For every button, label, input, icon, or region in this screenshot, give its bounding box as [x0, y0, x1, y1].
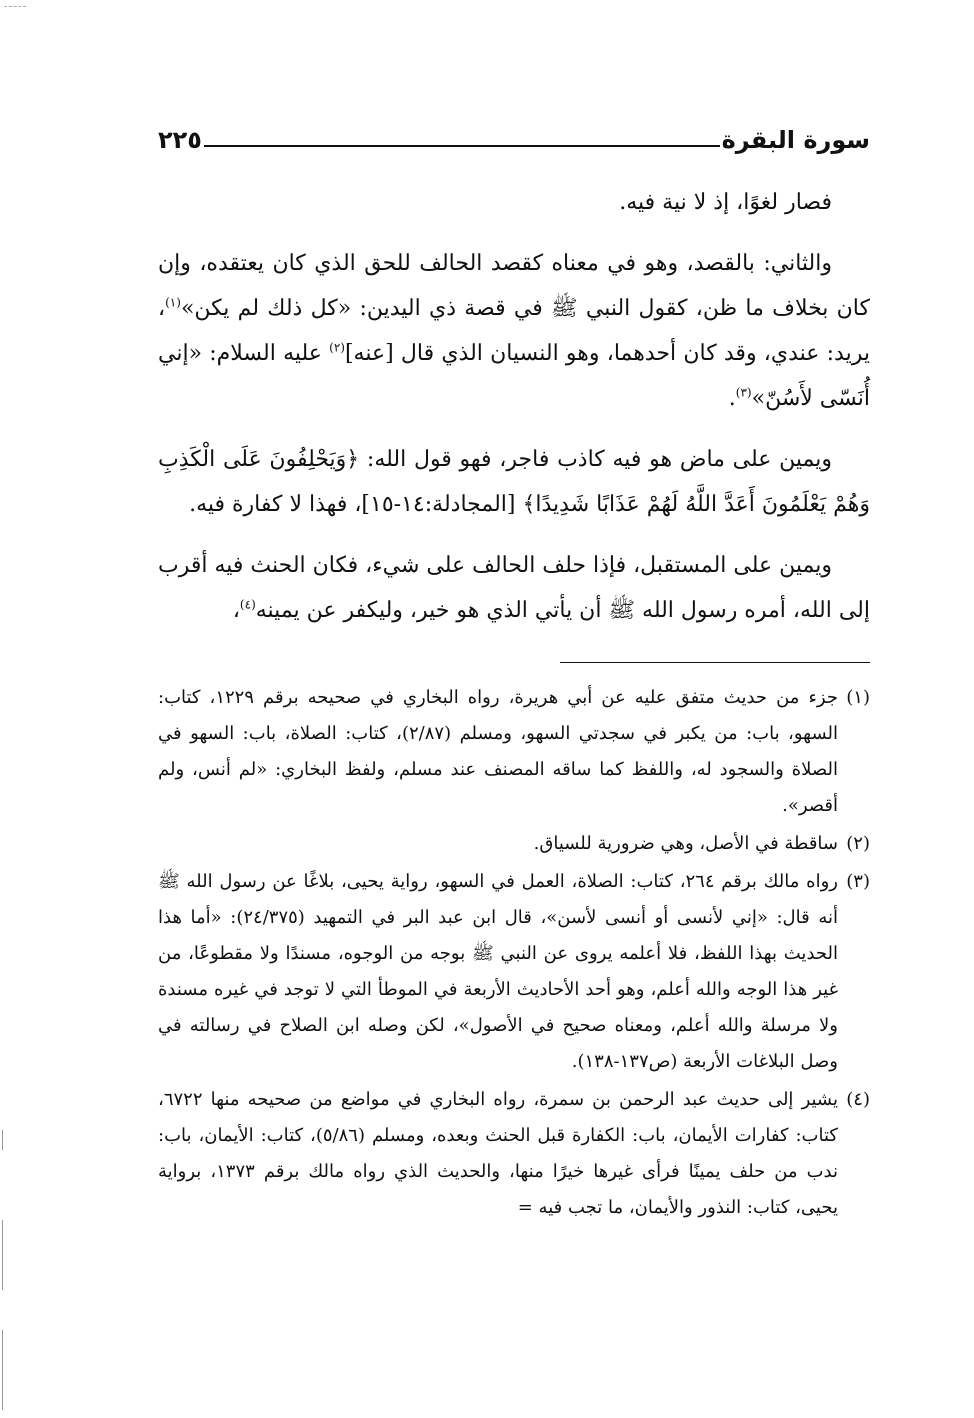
margin-tick [2, 1130, 3, 1150]
scan-margin-marks [2, 1130, 4, 1410]
footnote-text: جزء من حديث متفق عليه عن أبي هريرة، رواه البخاري في صحيحه برقم ١٢٢٩، كتاب: السهو، باب: من يكبر في سجدتي السهو، ومسلم (٢/٨٧)، كتاب: الصلاة، باب: السهو في الصلاة والسجود له، واللفظ كما ساقه المصنف عند مسلم، ولفظ البخاري: «لم أنس، ولم أقصر». [158, 687, 839, 816]
footnote-3 [158, 864, 870, 1080]
footnote-text: ساقطة في الأصل، وهي ضرورية للسياق. [533, 833, 838, 854]
footnote-ref-2[interactable]: (٢) [329, 340, 345, 355]
footnote-number: (١) [846, 687, 870, 708]
footnote-number: (٢) [846, 833, 870, 854]
page-number: ٢٢٥ [158, 126, 202, 154]
footnote-2 [158, 826, 870, 862]
footnote-text: يشير إلى حديث عبد الرحمن بن سمرة، رواه البخاري في مواضع من صحيحه منها ٦٧٢٢، كتاب: كفارات الأيمان، باب: الكفارة قبل الحنث وبعده، ومسلم (٥/٨٦)، كتاب: الأيمان، باب: ندب من حلف يمينًا فرأى غيرها خيرًا منها، والحديث الذي رواه مالك برقم ١٣٧٣، برواية يحيى، كتاب: النذور والأيمان، ما تجب فيه = [158, 1089, 838, 1218]
paragraph-text: [المجادلة:١٤-١٥]، فهذا لا كفارة فيه. [189, 492, 523, 517]
paragraph-2 [158, 241, 870, 421]
running-header [158, 118, 870, 162]
footnotes [158, 680, 870, 1228]
footnote-1 [158, 680, 870, 824]
paragraph-text: عليه السلام: «إني أُنَسّى لأَسُنّ» [158, 341, 870, 411]
footnote-text: رواه مالك برقم ٢٦٤، كتاب: الصلاة، العمل في السهو، رواية يحيى، بلاغًا عن رسول الله ﷺ أنه قال: «إني لأنسى أو أنسى لأسن»، قال ابن عبد البر في التمهيد (٢٤/٣٧٥): «أما هذا الحديث بهذا اللفظ، فلا أعلمه يروى عن النبي ﷺ بوجه من الوجوه، مسندًا ولا مقطوعًا، من غير هذا الوجه والله أعلم، وهو أحد الأحاديث الأربعة في الموطأ التي لا توجد في غيره مسندة ولا مرسلة والله أعلم، ومعناه صحيح في الأصول»، لكن وصله ابن الصلاح في رسالته في وصل البلاغات الأربعة (ص١٣٧-١٣٨). [158, 871, 838, 1072]
footnote-4 [158, 1082, 870, 1226]
footnote-ref-3[interactable]: (٣) [735, 385, 752, 400]
scan-corner-mark [4, 6, 26, 7]
main-text [158, 180, 870, 649]
paragraph-text: ، يريد: عندي، وقد كان أحدهما، وهو النسيان الذي قال [عنه] [158, 296, 870, 366]
footnote-ref-1[interactable]: (١) [165, 295, 181, 310]
margin-tick [2, 1220, 3, 1290]
paragraph-text: فصار لغوًا، إذ لا نية فيه. [619, 190, 832, 215]
footnote-ref-4[interactable]: (٤) [239, 597, 256, 612]
header-rule [204, 145, 720, 147]
surah-title: سورة البقرة [721, 126, 870, 154]
footnote-number: (٣) [846, 871, 870, 892]
paragraph-text: ، [232, 598, 240, 623]
footnote-number: (٤) [846, 1089, 870, 1110]
margin-tick [2, 1330, 3, 1410]
paragraph-text: والثاني: بالقصد، وهو في معناه كقصد الحالف للحق الذي كان يعتقده، وإن كان بخلاف ما ظن، كقول النبي ﷺ في قصة ذي اليدين: «كل ذلك لم يكن» [158, 251, 870, 321]
paragraph-3 [158, 437, 870, 527]
paragraph-text: . [728, 386, 736, 411]
paragraph-4 [158, 543, 870, 633]
paragraph-1 [158, 180, 870, 225]
paragraph-text: ويمين على المستقبل، فإذا حلف الحالف على شيء، فكان الحنث فيه أقرب إلى الله، أمره رسول الله ﷺ أن يأتي الذي هو خير، وليكفر عن يمينه [157, 553, 870, 623]
paragraph-text: ويمين على ماض هو فيه كاذب فاجر، فهو قول الله: [359, 447, 832, 472]
footnote-separator [560, 662, 870, 663]
quran-verse: ﴿وَيَحْلِفُونَ عَلَى الْكَذِبِ وَهُمْ يَعْلَمُونَ أَعَدَّ اللَّهُ لَهُمْ عَذَابًا شَدِيدًا﴾ [158, 447, 870, 517]
